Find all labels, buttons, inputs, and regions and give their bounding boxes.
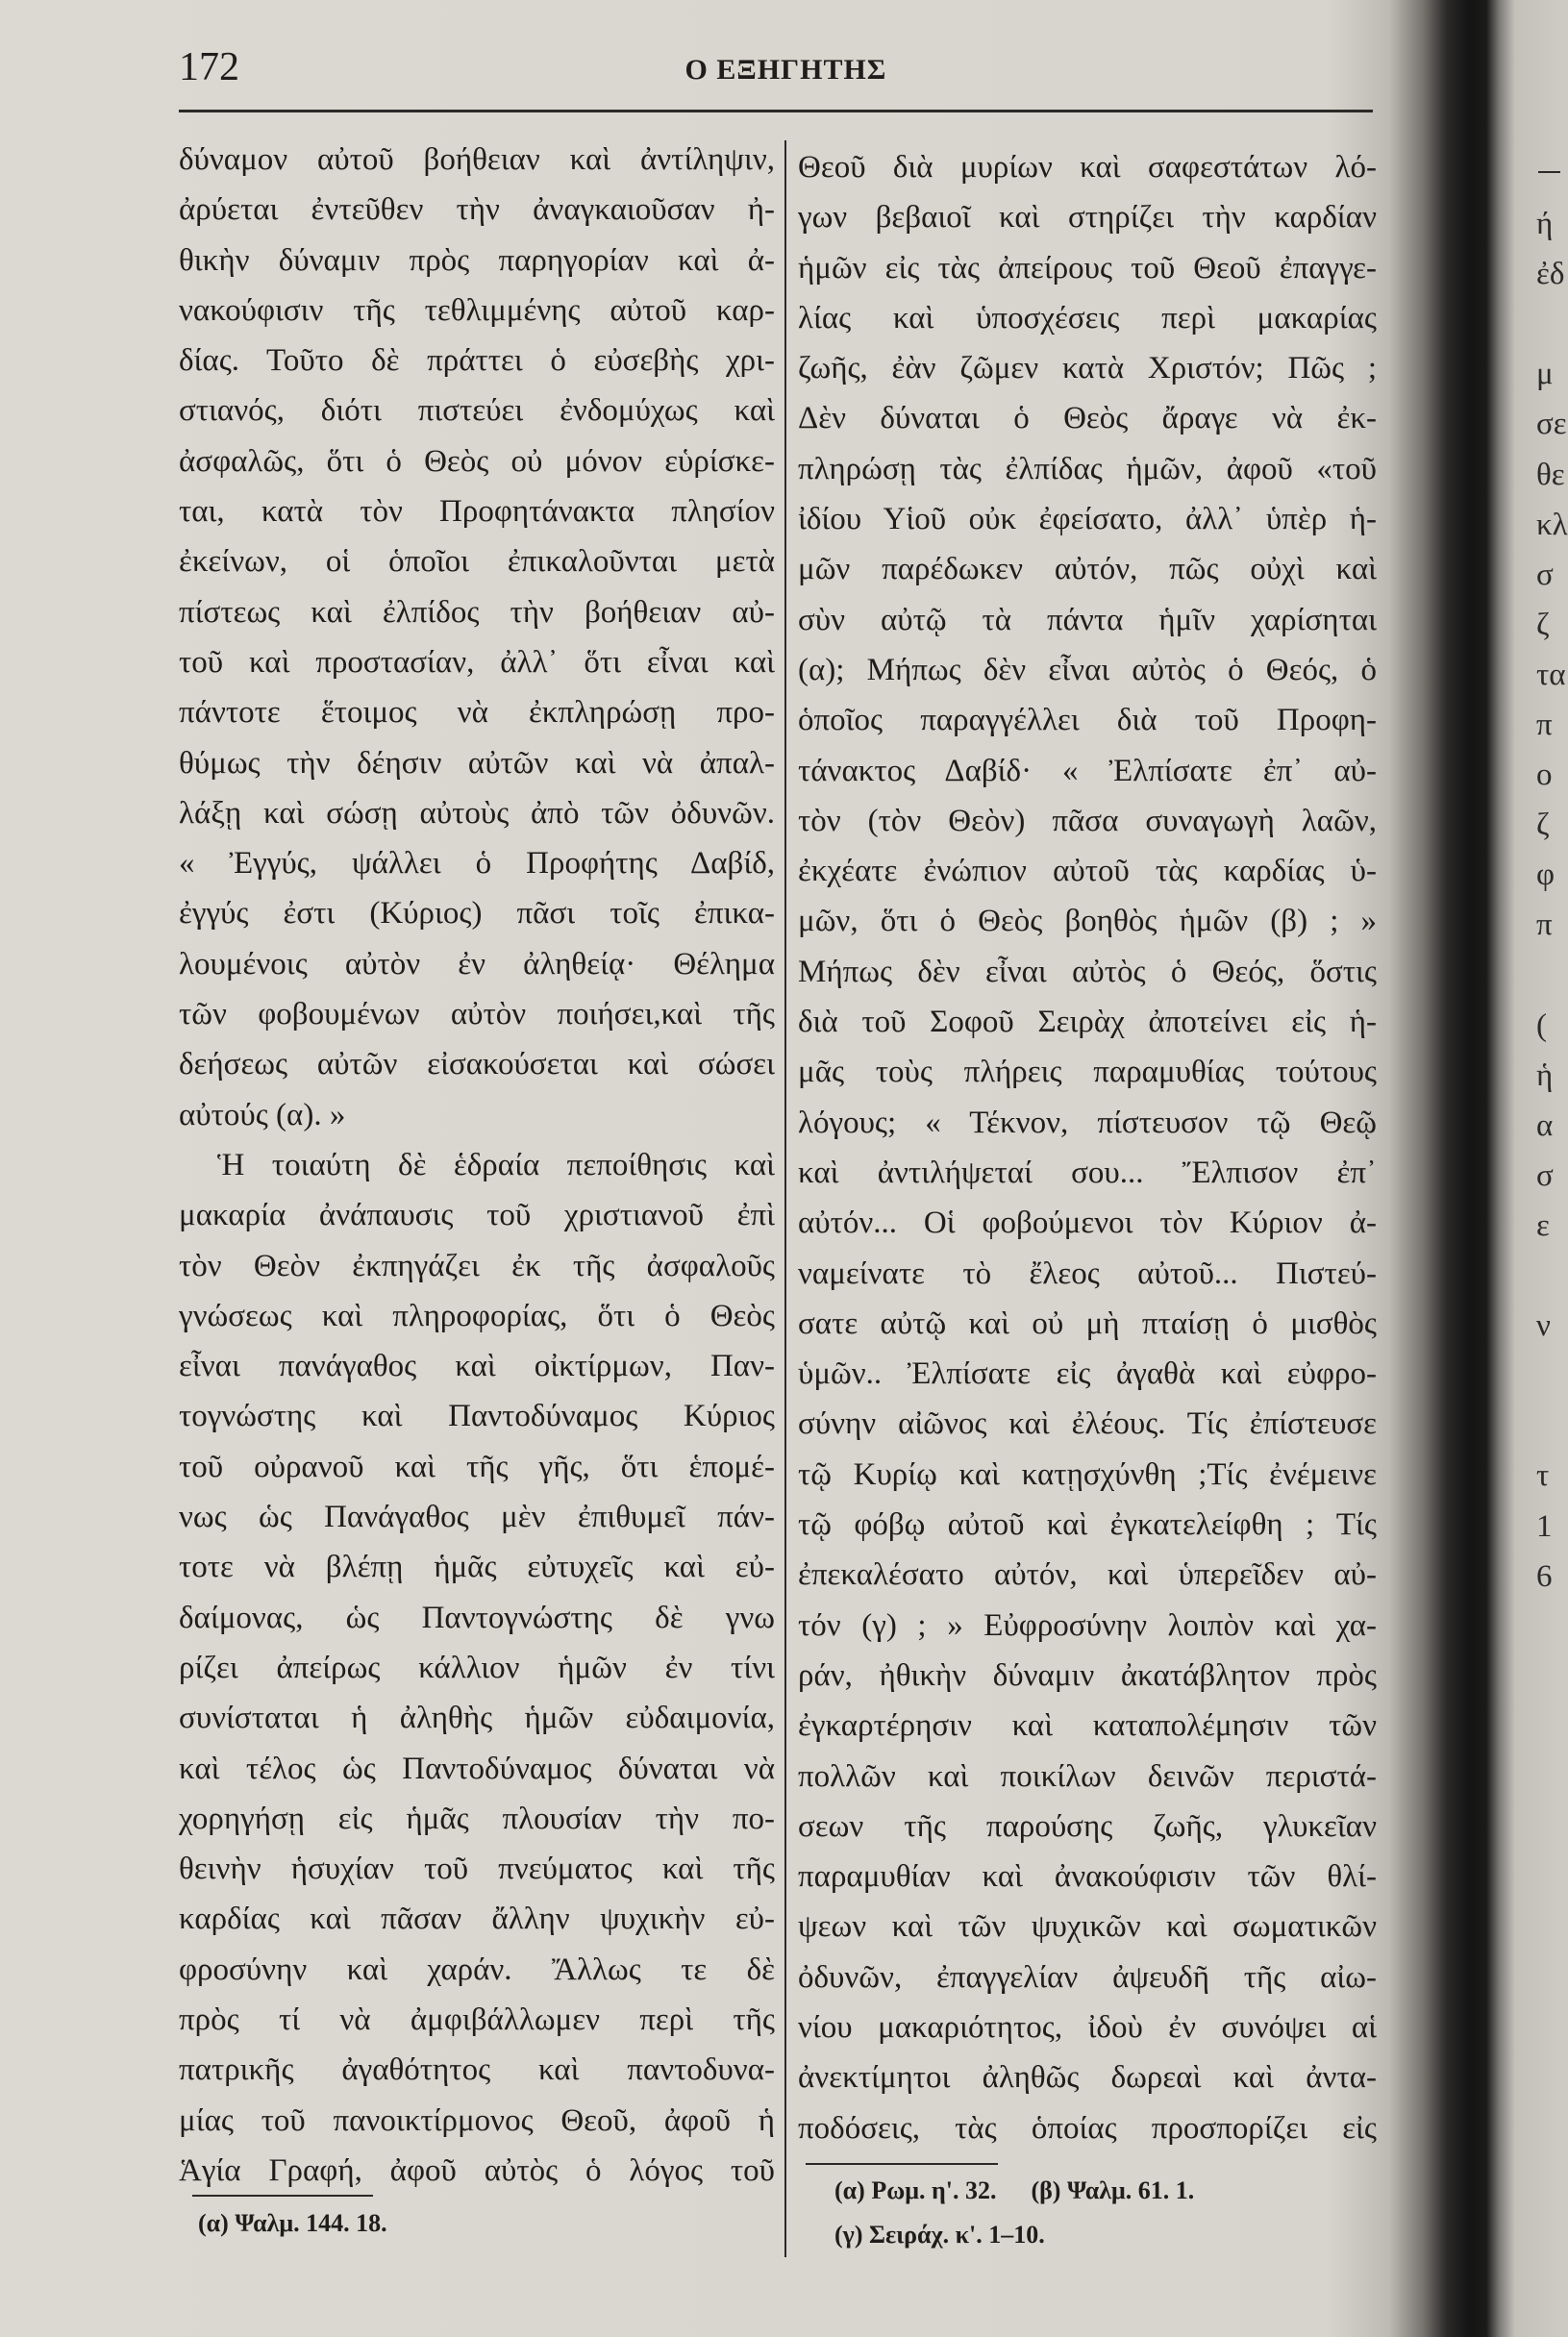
text-line-content: Δὲν δύναται ὁ Θεὸς ἄραγε νὰ ἐκ- (798, 401, 1377, 436)
text-line-content: σατε αὐτῷ καὶ οὐ μὴ πταίσῃ ὁ μισθὸς (798, 1305, 1377, 1341)
text-line-content: ψεων καὶ τῶν ψυχικῶν καὶ σωματικῶν (798, 1909, 1377, 1945)
adjacent-page-fragment: ζ (1536, 808, 1550, 843)
adjacent-page-fragment (1536, 299, 1560, 349)
text-line (179, 1643, 775, 1693)
text-line-content: δαίμονας, ὡς Παντογνώστης δὲ γνω (179, 1600, 775, 1635)
text-line (179, 1291, 775, 1341)
text-line (798, 947, 1377, 997)
text-line-content: Θεοῦ διὰ μυρίων καὶ σαφεστάτων λό- (798, 150, 1377, 185)
text-line-content: χορηγήσῃ εἰς ἡμᾶς πλουσίαν τὴν πο- (179, 1801, 775, 1836)
text-line-content: τὸν (τὸν Θεὸν) πᾶσα συναγωγὴ λαῶν, (798, 803, 1377, 838)
text-line (798, 1952, 1377, 2002)
text-line-content: μῶν, ὅτι ὁ Θεὸς βοηθὸς ἡμῶν (β) ; » (798, 904, 1377, 939)
text-line (798, 1500, 1377, 1550)
text-line (179, 1492, 775, 1542)
text-line-content: μῶν παρέδωκεν αὐτόν, πῶς οὐχὶ καὶ (798, 552, 1377, 587)
text-line (179, 989, 775, 1039)
text-line (179, 838, 775, 888)
text-line (179, 1442, 775, 1492)
text-line-content: δύναμον αὐτοῦ βοήθειαν καὶ ἀντίληψιν, (179, 142, 775, 177)
text-line-content: πατρικῆς ἀγαθότητος καὶ παντοδυνα- (179, 2052, 775, 2088)
text-line-content: νακούφισιν τῆς τεθλιμμένης αὐτοῦ καρ- (179, 292, 775, 328)
text-line-content: ποδόσεις, τὰς ὁποίας προσπορίζει εἰς (798, 2110, 1377, 2146)
text-line (798, 695, 1377, 745)
text-line-content: καὶ τέλος ὡς Παντοδύναμος δύναται νὰ (179, 1751, 775, 1786)
text-line-content: παραμυθίαν καὶ ἀνακούφισιν τῶν θλί- (798, 1859, 1377, 1895)
text-line-content: ἡμῶν εἰς τὰς ἀπείρους τοῦ Θεοῦ ἐπαγγε- (798, 250, 1377, 286)
text-line (798, 746, 1377, 796)
adjacent-page-fragment: α (1536, 1107, 1554, 1143)
text-line-content: (α); Μήπως δὲν εἶναι αὐτὸς ὁ Θεός, ὁ (798, 652, 1377, 687)
adjacent-page-fragment: ( (1536, 1007, 1547, 1043)
text-line (798, 1802, 1377, 1852)
text-line-content: ἀρύεται ἐντεῦθεν τὴν ἀναγκαιοῦσαν ἠ- (179, 192, 775, 228)
adjacent-page-fragment: ζ (1536, 607, 1550, 642)
text-line-content: ἐκείνων, οἱ ὁποῖοι ἐπικαλοῦνται μετὰ (179, 544, 775, 580)
text-line-content: ὁποῖος παραγγέλλει διὰ τοῦ Προφη- (798, 703, 1377, 738)
text-line-content: καὶ ἀντιλήψεταί σου... Ἔλπισον ἐπ᾽ (798, 1155, 1377, 1190)
adjacent-page-fragment: σ (1536, 557, 1554, 592)
text-line (179, 135, 775, 185)
text-line-content: ἐπεκαλέσατο αὐτόν, καὶ ὑπερεῖδεν αὐ- (798, 1557, 1377, 1593)
text-line-content: ἀνεκτίμητοι ἀληθῶς δωρεαὶ καὶ ἀντα- (798, 2060, 1377, 2096)
text-line-content: ἐγγύς ἐστι (Κύριος) πᾶσι τοῖς ἐπικα- (179, 896, 775, 932)
text-line (798, 243, 1377, 293)
text-line (179, 687, 775, 737)
text-line-content: ἰδίου Υἱοῦ οὐκ ἐφείσατο, ἀλλ᾽ ὑπὲρ ἡ- (798, 502, 1377, 537)
adjacent-page-fragment (1536, 149, 1560, 199)
text-line (798, 1198, 1377, 1248)
text-line (179, 286, 775, 336)
text-line (798, 846, 1377, 896)
footnote: (β) Ψαλμ. 61. 1. (1031, 2176, 1195, 2204)
adjacent-page-fragment: σ (1536, 1157, 1554, 1193)
text-line (179, 788, 775, 838)
text-line-content: τόν (γ) ; » Εὐφροσύνην λοιπὸν καὶ χα- (798, 1607, 1377, 1643)
text-line (798, 1399, 1377, 1449)
adjacent-page-fragment: θε (1536, 457, 1565, 492)
header-rule (179, 110, 1373, 112)
text-line-content: νως ὡς Πανάγαθος μὲν ἐπιθυμεῖ πάν- (179, 1500, 775, 1535)
text-line (798, 1852, 1377, 1902)
footnote: (α) Ψαλμ. 144. 18. (198, 2209, 387, 2237)
text-line (179, 536, 775, 586)
text-line (798, 1450, 1377, 1500)
text-line-content: ἐγκαρτέρησιν καὶ καταπολέμησιν τῶν (798, 1708, 1377, 1744)
text-line-content: μᾶς τοὺς πλήρεις παραμυθίας τούτους (798, 1055, 1377, 1090)
text-line (179, 1090, 775, 1140)
text-line (179, 336, 775, 385)
text-line-content: καρδίας καὶ πᾶσαν ἄλλην ψυχικὴν εὐ- (179, 1902, 775, 1937)
text-line (798, 343, 1377, 393)
text-line-content: Μήπως δὲν εἶναι αὐτὸς ὁ Θεός, ὅστις (798, 954, 1377, 989)
text-line (798, 1299, 1377, 1349)
adjacent-page-fragment (1536, 1401, 1560, 1451)
adjacent-page-fragment: τα (1536, 657, 1566, 692)
adjacent-page-fragment: 1 (1536, 1508, 1553, 1544)
text-line (179, 1341, 775, 1391)
text-line (798, 997, 1377, 1047)
adjacent-page-fragment: σε (1536, 407, 1567, 442)
adjacent-page-fragment: ή (1536, 207, 1554, 242)
text-line (179, 1542, 775, 1592)
text-line (179, 1844, 775, 1894)
right-text-column (798, 142, 1377, 2153)
text-line (179, 2146, 775, 2196)
text-line-content: τὸν Θεὸν ἐκπηγάζει ἐκ τῆς ἀσφαλοῦς (179, 1248, 775, 1283)
text-line (798, 2103, 1377, 2153)
text-line-content: ράν, ἠθικὴν δύναμιν ἀκατάβλητον πρὸς (798, 1657, 1377, 1693)
text-line-content: λάξῃ καὶ σώσῃ αὐτοὺς ἀπὸ τῶν ὀδυνῶν. (179, 795, 775, 831)
text-line-content: τῷ Κυρίῳ καὶ κατῃσχύνθη ;Τίς ἐνέμεινε (798, 1456, 1377, 1492)
text-line (179, 185, 775, 235)
text-line-content: πρὸς τί νὰ ἀμφιβάλλωμεν περὶ τῆς (179, 2001, 775, 2037)
text-line (798, 2002, 1377, 2052)
text-line (798, 1752, 1377, 1802)
adjacent-page-fragment: κλ (1536, 507, 1568, 542)
text-line-content: γων βεβαιοῖ καὶ στηρίζει τὴν καρδίαν (798, 200, 1377, 236)
adjacent-page-fragment: 6 (1536, 1558, 1553, 1594)
left-text-column (179, 135, 775, 2196)
text-line-content: « Ἐγγύς, ψάλλει ὁ Προφήτης Δαβίδ, (179, 846, 775, 882)
text-line-content: λουμένοις αὐτὸν ἐν ἀληθείᾳ· Θέλημα (179, 946, 775, 982)
text-line (179, 1894, 775, 1944)
text-line (798, 494, 1377, 544)
text-line (798, 544, 1377, 594)
text-line (179, 1995, 775, 2045)
adjacent-page-fragment: ν (1536, 1308, 1551, 1344)
text-line (179, 1693, 775, 1743)
running-title: Ο ΕΞΗΓΗΤΗΣ (684, 54, 887, 86)
text-line (798, 896, 1377, 946)
page-number: 172 (179, 45, 239, 89)
text-line-content: τῷ φόβῳ αὐτοῦ καὶ ἐγκατελείφθη ; Τίς (798, 1507, 1377, 1543)
text-line (798, 142, 1377, 192)
text-line (798, 1550, 1377, 1600)
text-line (179, 236, 775, 286)
text-line (798, 293, 1377, 343)
text-line (798, 192, 1377, 242)
text-line (798, 595, 1377, 645)
text-line-content: σὺν αὐτῷ τὰ πάντα ἡμῖν χαρίσηται (798, 602, 1377, 637)
footnote-line (834, 2175, 1194, 2207)
text-line (179, 1945, 775, 1995)
text-line-content: πολλῶν καὶ ποικίλων δεινῶν περιστά- (798, 1758, 1377, 1794)
text-line-content: δίας. Τοῦτο δὲ πράττει ὁ εὐσεβὴς χρι- (179, 343, 775, 379)
text-line (179, 637, 775, 687)
text-line (798, 1902, 1377, 1952)
footnote-rule (192, 2195, 373, 2197)
text-line (798, 393, 1377, 443)
text-line (179, 1241, 775, 1291)
text-line-content: τοῦ καὶ προστασίαν, ἀλλ᾽ ὅτι εἶναι καὶ (179, 644, 775, 680)
adjacent-page-fragment: ο (1536, 758, 1553, 793)
text-line-content: ὀδυνῶν, ἐπαγγελίαν ἀψευδῆ τῆς αἰω- (798, 1959, 1377, 1995)
text-line-content: διὰ τοῦ Σοφοῦ Σειρὰχ ἀποτείνει εἰς ἡ- (798, 1005, 1377, 1040)
adjacent-page-edge (1536, 149, 1568, 1649)
text-line (798, 2052, 1377, 2102)
text-line-content: ζωῆς, ἐὰν ζῶμεν κατὰ Χριστόν; Πῶς ; (798, 351, 1377, 386)
text-line (179, 436, 775, 486)
adjacent-page-fragment: π (1536, 708, 1553, 743)
text-line (179, 1039, 775, 1089)
text-line (798, 444, 1377, 494)
text-line (798, 645, 1377, 695)
text-line (798, 1098, 1377, 1148)
column-divider (784, 140, 786, 2257)
text-line-content: στιανός, διότι πιστεύει ἐνδομύχως καὶ (179, 393, 775, 429)
text-line-content: μακαρία ἀνάπαυσις τοῦ χριστιανοῦ ἐπὶ (179, 1198, 775, 1233)
text-line-content: πληρώσῃ τὰς ἐλπίδας ἡμῶν, ἀφοῦ «τοῦ (798, 451, 1377, 486)
text-line-content: ἀσφαλῶς, ὅτι ὁ Θεὸς οὐ μόνον εὑρίσκε- (179, 443, 775, 479)
footnote: (γ) Σειράχ. κ'. 1–10. (834, 2221, 1045, 2249)
adjacent-page-fragment: μ (1536, 357, 1554, 392)
text-line (798, 1249, 1377, 1299)
text-line-content: πίστεως καὶ ἐλπίδος τὴν βοήθειαν αὐ- (179, 594, 775, 630)
text-line (179, 1190, 775, 1240)
text-line-content: φροσύνην καὶ χαράν. Ἄλλως τε δὲ (179, 1952, 775, 1987)
adjacent-page-fragment (1536, 1351, 1560, 1401)
text-line (798, 1701, 1377, 1751)
footnote: (α) Ρωμ. η'. 32. (834, 2176, 997, 2204)
text-line (179, 587, 775, 637)
text-line (798, 1601, 1377, 1651)
text-line-content: πάντοτε ἕτοιμος νὰ ἐκπληρώσῃ προ- (179, 695, 775, 731)
text-line-content: θύμως τὴν δέησιν αὐτῶν καὶ νὰ ἀπαλ- (179, 745, 775, 781)
text-line-content: θικὴν δύναμιν πρὸς παρηγορίαν καὶ ἀ- (179, 242, 775, 278)
text-line-content: τοῦ οὐρανοῦ καὶ τῆς γῆς, ὅτι ἑπομέ- (179, 1449, 775, 1484)
text-line (798, 1349, 1377, 1399)
text-line-content: ὑμῶν.. Ἐλπίσατε εἰς ἀγαθὰ καὶ εὐφρο- (798, 1356, 1377, 1392)
text-line-content: νίου μακαριότητος, ἰδοὺ ἐν συνόψει αἱ (798, 2009, 1377, 2045)
text-line-content: λόγους; « Τέκνον, πίστευσον τῷ Θεῷ (798, 1105, 1377, 1140)
text-line-content: δεήσεως αὐτῶν εἰσακούσεται καὶ σώσει (179, 1047, 775, 1082)
text-line-content: αὐτούς (α). » (179, 1097, 346, 1132)
text-line-content: αὐτόν... Οἱ φοβούμενοι τὸν Κύριον ἀ- (798, 1206, 1377, 1241)
adjacent-page-fragment: τ (1536, 1458, 1550, 1494)
adjacent-page-fragment: ε (1536, 1207, 1550, 1243)
text-line-content: λίας καὶ ὑποσχέσεις περὶ μακαρίας (798, 300, 1377, 336)
text-line (179, 1391, 775, 1441)
text-line (798, 1047, 1377, 1097)
text-line-content: θεινὴν ἡσυχίαν τοῦ πνεύματος καὶ τῆς (179, 1852, 775, 1887)
text-line-content: συνίσταται ἡ ἀληθὴς ἡμῶν εὐδαιμονία, (179, 1701, 775, 1736)
text-line-content: ἐκχέατε ἐνώπιον αὐτοῦ τὰς καρδίας ὑ- (798, 854, 1377, 889)
text-line-content: μίας τοῦ πανοικτίρμονος Θεοῦ, ἀφοῦ ἡ (179, 2102, 775, 2138)
text-line-content: τογνώστης καὶ Παντοδύναμος Κύριος (179, 1399, 775, 1434)
text-line (179, 1593, 775, 1643)
text-line-content: Ἁγία Γραφή, ἀφοῦ αὐτὸς ὁ λόγος τοῦ (179, 2152, 775, 2188)
adjacent-page-fragment: π (1536, 907, 1553, 943)
text-line-content: ται, κατὰ τὸν Προφητάνακτα πλησίον (179, 494, 775, 530)
text-line (179, 939, 775, 989)
text-line-content: σύνην αἰῶνος καὶ ἐλέους. Τίς ἐπίστευσε (798, 1406, 1377, 1442)
text-line-content: εἶναι πανάγαθος καὶ οἰκτίρμων, Παν- (179, 1349, 775, 1384)
adjacent-page-fragment (1536, 951, 1560, 1001)
text-line (179, 1744, 775, 1794)
text-line (179, 738, 775, 788)
text-line-content: ρίζει ἀπείρως κάλλιον ἡμῶν ἐν τίνι (179, 1650, 775, 1685)
adjacent-page-fragment (1536, 1251, 1560, 1301)
text-line-content: γνώσεως καὶ πληροφορίας, ὅτι ὁ Θεὸς (179, 1298, 775, 1333)
text-line-content: τῶν φοβουμένων αὐτὸν ποιήσει,καὶ τῆς (179, 997, 775, 1032)
text-line-content: ναμείνατε τὸ ἔλεος αὐτοῦ... Πιστεύ- (798, 1256, 1377, 1291)
text-line (179, 888, 775, 938)
text-line (179, 385, 775, 435)
text-line-content: τάνακτος Δαβίδ· « Ἐλπίσατε ἐπ᾽ αὐ- (798, 753, 1377, 788)
adjacent-page-fragment: ἐδ (1536, 257, 1565, 292)
text-line-content: Ἡ τοιαύτη δὲ ἑδραία πεποίθησις καὶ (217, 1147, 775, 1182)
footnote-rule (806, 2163, 998, 2165)
text-line-content: τοτε νὰ βλέπῃ ἡμᾶς εὐτυχεῖς καὶ εὐ- (179, 1550, 775, 1585)
text-line (798, 1148, 1377, 1198)
text-line (179, 1140, 775, 1190)
text-line (179, 2045, 775, 2095)
text-line (179, 486, 775, 536)
text-line-content: σεων τῆς παρούσης ζωῆς, γλυκεῖαν (798, 1808, 1377, 1844)
text-line (798, 796, 1377, 846)
text-line (179, 1794, 775, 1844)
adjacent-page-fragment: ἡ (1536, 1057, 1554, 1093)
text-line (179, 2096, 775, 2146)
adjacent-page-fragment: φ (1536, 858, 1556, 893)
text-line (798, 1651, 1377, 1701)
